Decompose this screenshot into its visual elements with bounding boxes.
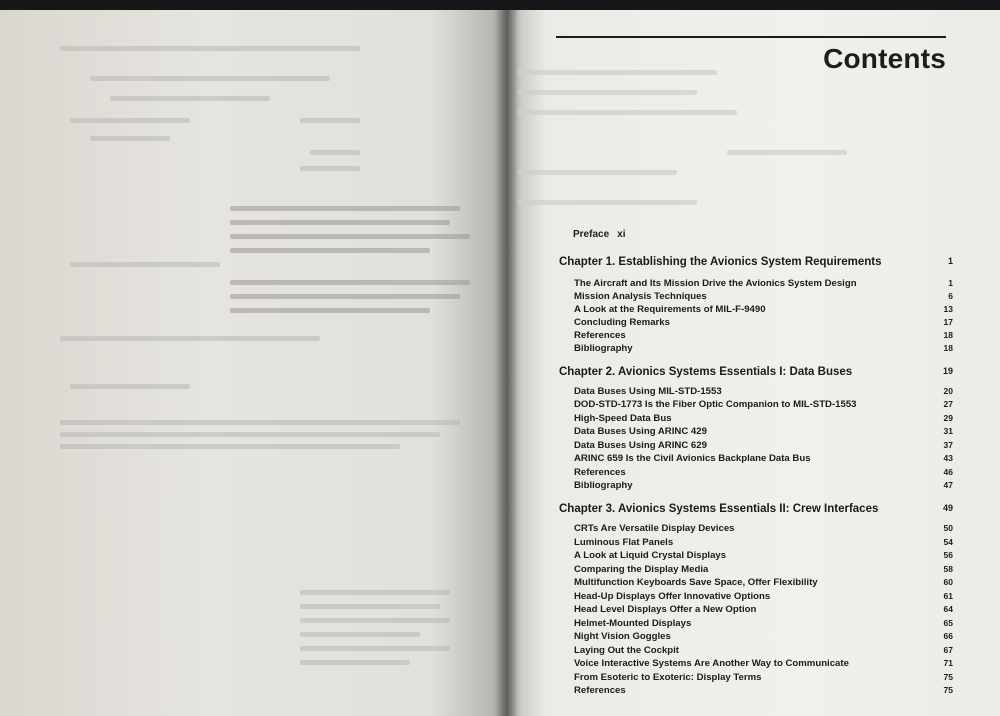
preface-label: Preface — [573, 229, 610, 240]
chapter-title: Chapter 3. Avionics Systems Essentials II: Crew Interfaces — [559, 503, 879, 515]
preface-entry — [573, 229, 625, 240]
entry-page: 18 — [943, 330, 953, 340]
entry-title: Voice Interactive Systems Are Another Way to Communicate — [574, 658, 849, 669]
entry-title: CRTs Are Versatile Display Devices — [574, 523, 735, 534]
toc-entry — [574, 672, 953, 683]
entry-page: 75 — [943, 672, 953, 682]
entry-title: ARINC 659 Is the Civil Avionics Backplane Data Bus — [574, 453, 811, 464]
toc-entry — [574, 523, 953, 534]
entry-page: 6 — [948, 291, 953, 301]
entry-title: Data Buses Using ARINC 629 — [574, 440, 707, 451]
toc-entry — [574, 685, 953, 696]
entry-title: Helmet-Mounted Displays — [574, 618, 692, 629]
toc-entry — [574, 426, 953, 437]
entry-page: 60 — [943, 577, 953, 587]
entry-page: 58 — [943, 564, 953, 574]
toc-entry — [574, 618, 953, 629]
entry-title: Data Buses Using MIL-STD-1553 — [574, 386, 722, 397]
toc-entry — [574, 278, 953, 289]
toc-entry — [574, 467, 953, 478]
toc-entry — [574, 399, 953, 410]
entry-page: 54 — [943, 537, 953, 547]
header-rule — [556, 36, 946, 38]
toc-entry — [574, 645, 953, 656]
entry-page: 66 — [943, 631, 953, 641]
entry-page: 61 — [943, 591, 953, 601]
chapter-title: Chapter 2. Avionics Systems Essentials I: Data Buses — [559, 366, 853, 378]
toc-entry — [574, 291, 953, 302]
toc-entry — [574, 591, 953, 602]
entry-title: References — [574, 330, 626, 341]
toc-entry — [574, 413, 953, 424]
entry-title: Comparing the Display Media — [574, 564, 709, 575]
toc-entry — [574, 330, 953, 341]
entry-title: References — [574, 467, 626, 478]
entry-page: 64 — [943, 604, 953, 614]
chapter-3-heading — [559, 503, 953, 515]
preface-page: xi — [617, 229, 626, 240]
entry-page: 46 — [943, 467, 953, 477]
entry-page: 27 — [943, 399, 953, 409]
entry-title: Luminous Flat Panels — [574, 537, 674, 548]
entry-title: A Look at the Requirements of MIL-F-9490 — [574, 304, 766, 315]
toc-entry — [574, 550, 953, 561]
chapter-page: 1 — [947, 256, 953, 266]
entry-page: 13 — [943, 304, 953, 314]
toc-entry — [574, 537, 953, 548]
entry-title: The Aircraft and Its Mission Drive the Avionics System Design — [574, 278, 857, 289]
entry-page: 20 — [943, 386, 953, 396]
entry-page: 50 — [943, 523, 953, 533]
toc-entry — [574, 577, 953, 588]
entry-title: DOD-STD-1773 Is the Fiber Optic Companion to MIL-STD-1553 — [574, 399, 857, 410]
entry-page: 17 — [943, 317, 953, 327]
chapter-page: 49 — [942, 503, 953, 513]
entry-title: Night Vision Goggles — [574, 631, 671, 642]
entry-title: Head Level Displays Offer a New Option — [574, 604, 757, 615]
toc-entry — [574, 604, 953, 615]
entry-page: 75 — [943, 685, 953, 695]
entry-page: 1 — [948, 278, 953, 288]
toc-entry — [574, 440, 953, 451]
toc-entry — [574, 631, 953, 642]
toc-entry — [574, 480, 953, 491]
entry-title: Mission Analysis Techniques — [574, 291, 707, 302]
entry-title: A Look at Liquid Crystal Displays — [574, 550, 727, 561]
entry-page: 65 — [943, 618, 953, 628]
chapter-1-heading — [559, 256, 953, 268]
toc-entry — [574, 304, 953, 315]
book-gutter — [496, 0, 518, 716]
chapter-title: Chapter 1. Establishing the Avionics System Requirements — [559, 256, 882, 268]
toc-entry — [574, 564, 953, 575]
toc-entry — [574, 317, 953, 328]
entry-page: 18 — [943, 343, 953, 353]
entry-title: From Esoteric to Exoteric: Display Terms — [574, 672, 762, 683]
entry-page: 56 — [943, 550, 953, 560]
contents-title: Contents — [823, 43, 946, 74]
toc-entry — [574, 343, 953, 354]
chapter-page: 19 — [942, 366, 953, 376]
entry-title: Bibliography — [574, 480, 633, 491]
entry-page: 67 — [943, 645, 953, 655]
scan-border — [0, 0, 1000, 10]
entry-page: 31 — [943, 426, 953, 436]
entry-page: 29 — [943, 413, 953, 423]
entry-page: 71 — [943, 658, 953, 668]
entry-title: References — [574, 685, 626, 696]
toc-entry — [574, 386, 953, 397]
toc-entry — [574, 658, 953, 669]
entry-title: Laying Out the Cockpit — [574, 645, 680, 656]
entry-title: Data Buses Using ARINC 429 — [574, 426, 707, 437]
entry-page: 43 — [943, 453, 953, 463]
entry-title: Multifunction Keyboards Save Space, Offer Flexibility — [574, 577, 818, 588]
toc-entry — [574, 453, 953, 464]
chapter-2-heading — [559, 366, 953, 378]
entry-title: Bibliography — [574, 343, 633, 354]
entry-title: Concluding Remarks — [574, 317, 670, 328]
entry-title: High-Speed Data Bus — [574, 413, 672, 424]
entry-page: 47 — [943, 480, 953, 490]
entry-page: 37 — [943, 440, 953, 450]
entry-title: Head-Up Displays Offer Innovative Options — [574, 591, 771, 602]
